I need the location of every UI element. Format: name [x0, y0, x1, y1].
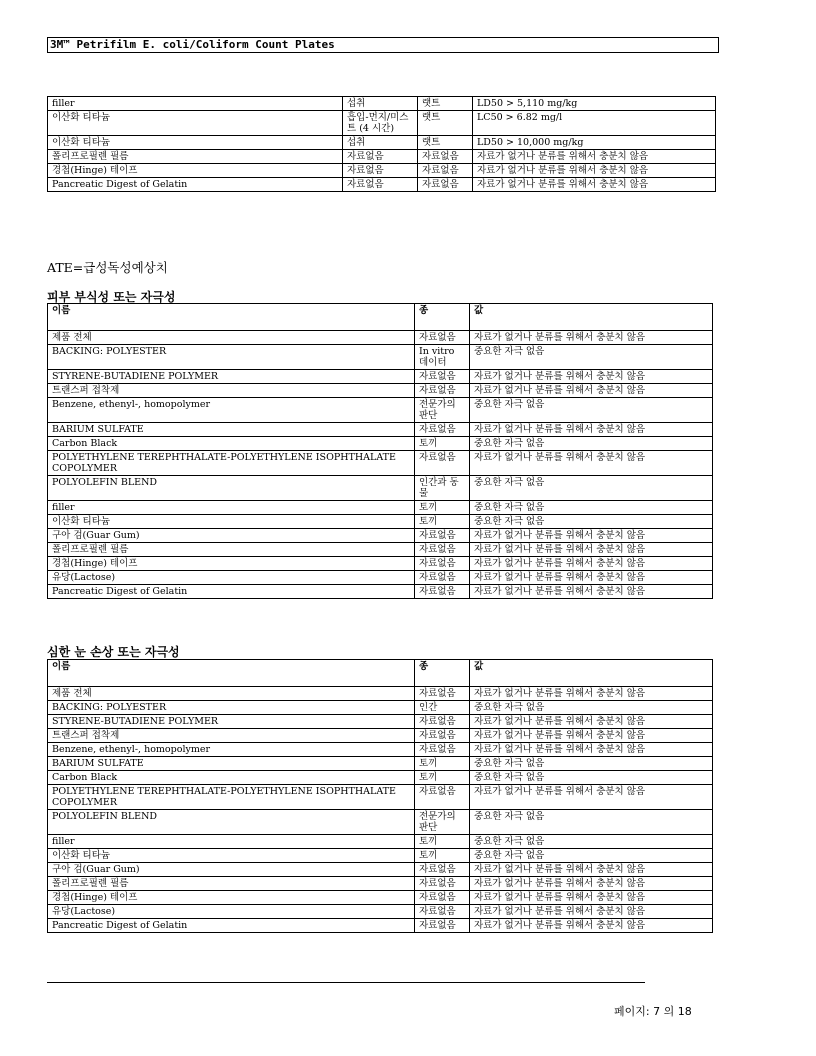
cell-name: 트랜스퍼 접착제: [48, 384, 415, 398]
table-row: [48, 97, 716, 111]
cell-value: 자료가 없거나 분류를 위해서 충분치 않음: [470, 891, 713, 905]
cell-species: 토끼: [415, 437, 470, 451]
table-row: [48, 891, 713, 905]
cell-value: LD50 > 5,110 mg/kg: [473, 97, 716, 111]
eye-section-title: 심한 눈 손상 또는 자극성: [47, 645, 180, 659]
column-header-name: 이름: [48, 304, 415, 331]
cell-species: 자료없음: [418, 150, 473, 164]
cell-value: 중요한 자극 없음: [470, 437, 713, 451]
cell-value: 중요한 자극 없음: [470, 398, 713, 423]
cell-species: 자료없음: [415, 863, 470, 877]
document-header: 3M™ Petrifilm E. coli/Coliform Count Plates: [47, 37, 719, 53]
table-row: [48, 810, 713, 835]
cell-species: 토끼: [415, 515, 470, 529]
cell-value: 자료가 없거나 분류를 위해서 충분치 않음: [470, 543, 713, 557]
cell-name: filler: [48, 97, 343, 111]
column-header-value: 값: [470, 660, 713, 687]
table-row: [48, 331, 713, 345]
cell-species: 토끼: [415, 501, 470, 515]
cell-species: 토끼: [415, 757, 470, 771]
cell-value: 중요한 자극 없음: [470, 771, 713, 785]
table-row: [48, 743, 713, 757]
table-row: [48, 757, 713, 771]
cell-name: Benzene, ethenyl-, homopolymer: [48, 398, 415, 423]
cell-species: 자료없음: [415, 451, 470, 476]
cell-value: 자료가 없거나 분류를 위해서 충분치 않음: [470, 877, 713, 891]
cell-species: 자료없음: [415, 585, 470, 599]
table-row: [48, 919, 713, 933]
cell-species: 랫트: [418, 136, 473, 150]
cell-species: 자료없음: [415, 743, 470, 757]
cell-species: 토끼: [415, 835, 470, 849]
cell-route: 자료없음: [343, 178, 418, 192]
table-row: [48, 437, 713, 451]
acute-toxicity-table: [47, 96, 716, 192]
cell-value: 자료가 없거나 분류를 위해서 충분치 않음: [473, 164, 716, 178]
cell-name: 제품 전체: [48, 331, 415, 345]
table-row: [48, 687, 713, 701]
cell-name: 경첩(Hinge) 테이프: [48, 164, 343, 178]
cell-route: 흡입-먼지/미스트 (4 시간): [343, 111, 418, 136]
cell-species: 토끼: [415, 849, 470, 863]
cell-name: 경첩(Hinge) 테이프: [48, 557, 415, 571]
table-row: [48, 423, 713, 437]
table-row: [48, 729, 713, 743]
table-row: [48, 585, 713, 599]
cell-value: 자료가 없거나 분류를 위해서 충분치 않음: [470, 863, 713, 877]
table-row: [48, 785, 713, 810]
cell-name: Carbon Black: [48, 437, 415, 451]
cell-value: 자료가 없거나 분류를 위해서 충분치 않음: [473, 178, 716, 192]
cell-value: LC50 > 6.82 mg/l: [473, 111, 716, 136]
cell-route: 섭취: [343, 136, 418, 150]
cell-value: 중요한 자극 없음: [470, 345, 713, 370]
table-row: [48, 849, 713, 863]
table-row: [48, 476, 713, 501]
cell-value: 자료가 없거나 분류를 위해서 충분치 않음: [470, 785, 713, 810]
cell-value: 자료가 없거나 분류를 위해서 충분치 않음: [470, 571, 713, 585]
cell-value: 자료가 없거나 분류를 위해서 충분치 않음: [470, 451, 713, 476]
skin-irritation-table: [47, 303, 713, 599]
table-row: [48, 571, 713, 585]
cell-name: POLYOLEFIN BLEND: [48, 476, 415, 501]
cell-species: 자료없음: [415, 919, 470, 933]
page-number: 페이지: 7 의 18: [614, 1005, 692, 1018]
table-row: [48, 150, 716, 164]
cell-name: BARIUM SULFATE: [48, 423, 415, 437]
table-row: [48, 136, 716, 150]
table-row: [48, 863, 713, 877]
column-header-species: 종: [415, 304, 470, 331]
cell-species: 자료없음: [415, 785, 470, 810]
cell-name: POLYETHYLENE TEREPHTHALATE-POLYETHYLENE ISOPHTHALATE COPOLYMER: [48, 451, 415, 476]
cell-name: Carbon Black: [48, 771, 415, 785]
cell-name: 폴리프로필렌 필름: [48, 543, 415, 557]
table-row: [48, 345, 713, 370]
table-row: [48, 111, 716, 136]
cell-name: 제품 전체: [48, 687, 415, 701]
cell-name: 이산화 티타늄: [48, 849, 415, 863]
cell-value: 중요한 자극 없음: [470, 701, 713, 715]
cell-value: 중요한 자극 없음: [470, 810, 713, 835]
cell-value: 중요한 자극 없음: [470, 757, 713, 771]
cell-value: 자료가 없거나 분류를 위해서 충분치 않음: [470, 715, 713, 729]
cell-value: 자료가 없거나 분류를 위해서 충분치 않음: [470, 529, 713, 543]
cell-name: 유당(Lactose): [48, 571, 415, 585]
cell-species: 자료없음: [418, 164, 473, 178]
table-row: [48, 384, 713, 398]
table-row: [48, 905, 713, 919]
cell-value: 자료가 없거나 분류를 위해서 충분치 않음: [470, 370, 713, 384]
cell-species: 랫트: [418, 111, 473, 136]
cell-value: 자료가 없거나 분류를 위해서 충분치 않음: [470, 331, 713, 345]
cell-species: 자료없음: [415, 571, 470, 585]
cell-name: 경첩(Hinge) 테이프: [48, 891, 415, 905]
cell-name: POLYOLEFIN BLEND: [48, 810, 415, 835]
cell-route: 자료없음: [343, 150, 418, 164]
cell-value: 자료가 없거나 분류를 위해서 충분치 않음: [470, 585, 713, 599]
cell-value: 자료가 없거나 분류를 위해서 충분치 않음: [473, 150, 716, 164]
table-row: [48, 557, 713, 571]
table-row: [48, 715, 713, 729]
cell-name: 폴리프로필렌 필름: [48, 150, 343, 164]
eye-damage-table: [47, 659, 713, 933]
ate-note: ATE=급성독성예상치: [47, 260, 168, 275]
table-row: [48, 701, 713, 715]
table-row: [48, 835, 713, 849]
cell-name: BARIUM SULFATE: [48, 757, 415, 771]
cell-route: 자료없음: [343, 164, 418, 178]
cell-name: filler: [48, 835, 415, 849]
table-row: [48, 451, 713, 476]
cell-species: 자료없음: [415, 529, 470, 543]
cell-value: 자료가 없거나 분류를 위해서 충분치 않음: [470, 423, 713, 437]
cell-value: 중요한 자극 없음: [470, 476, 713, 501]
cell-name: 구아 검(Guar Gum): [48, 529, 415, 543]
cell-species: 전문가의 판단: [415, 810, 470, 835]
cell-species: 자료없음: [418, 178, 473, 192]
cell-species: 자료없음: [415, 384, 470, 398]
cell-value: 자료가 없거나 분류를 위해서 충분치 않음: [470, 687, 713, 701]
cell-name: STYRENE-BUTADIENE POLYMER: [48, 715, 415, 729]
cell-route: 섭취: [343, 97, 418, 111]
cell-species: 토끼: [415, 771, 470, 785]
cell-value: 자료가 없거나 분류를 위해서 충분치 않음: [470, 743, 713, 757]
cell-value: 중요한 자극 없음: [470, 515, 713, 529]
cell-value: 자료가 없거나 분류를 위해서 충분치 않음: [470, 919, 713, 933]
table-row: [48, 501, 713, 515]
cell-name: 트랜스퍼 접착제: [48, 729, 415, 743]
cell-name: 폴리프로필렌 필름: [48, 877, 415, 891]
table-row: [48, 164, 716, 178]
cell-name: Benzene, ethenyl-, homopolymer: [48, 743, 415, 757]
cell-species: 랫트: [418, 97, 473, 111]
cell-name: BACKING: POLYESTER: [48, 345, 415, 370]
table-row: [48, 398, 713, 423]
cell-species: 인간과 동물: [415, 476, 470, 501]
table-row: [48, 515, 713, 529]
cell-value: 자료가 없거나 분류를 위해서 충분치 않음: [470, 384, 713, 398]
cell-name: 구아 검(Guar Gum): [48, 863, 415, 877]
footer-divider: [47, 982, 645, 983]
cell-value: 자료가 없거나 분류를 위해서 충분치 않음: [470, 729, 713, 743]
cell-name: STYRENE-BUTADIENE POLYMER: [48, 370, 415, 384]
cell-species: In vitro 데이터: [415, 345, 470, 370]
cell-name: Pancreatic Digest of Gelatin: [48, 585, 415, 599]
cell-value: 자료가 없거나 분류를 위해서 충분치 않음: [470, 557, 713, 571]
cell-species: 자료없음: [415, 715, 470, 729]
cell-species: 자료없음: [415, 370, 470, 384]
cell-species: 자료없음: [415, 729, 470, 743]
cell-species: 자료없음: [415, 423, 470, 437]
column-header-name: 이름: [48, 660, 415, 687]
cell-name: Pancreatic Digest of Gelatin: [48, 178, 343, 192]
cell-value: 중요한 자극 없음: [470, 835, 713, 849]
skin-section-title: 피부 부식성 또는 자극성: [47, 290, 176, 304]
cell-value: 자료가 없거나 분류를 위해서 충분치 않음: [470, 905, 713, 919]
cell-name: filler: [48, 501, 415, 515]
cell-value: 중요한 자극 없음: [470, 501, 713, 515]
column-header-value: 값: [470, 304, 713, 331]
cell-species: 전문가의 판단: [415, 398, 470, 423]
table-row: [48, 771, 713, 785]
cell-species: 자료없음: [415, 543, 470, 557]
cell-value: LD50 > 10,000 mg/kg: [473, 136, 716, 150]
cell-species: 자료없음: [415, 557, 470, 571]
cell-species: 자료없음: [415, 687, 470, 701]
table-row: [48, 178, 716, 192]
table-row: [48, 529, 713, 543]
table-row: [48, 543, 713, 557]
cell-name: BACKING: POLYESTER: [48, 701, 415, 715]
table-row: [48, 370, 713, 384]
column-header-species: 종: [415, 660, 470, 687]
table-row: [48, 877, 713, 891]
cell-name: 이산화 티타늄: [48, 515, 415, 529]
cell-name: 이산화 티타늄: [48, 136, 343, 150]
cell-name: 이산화 티타늄: [48, 111, 343, 136]
cell-species: 자료없음: [415, 331, 470, 345]
cell-name: 유당(Lactose): [48, 905, 415, 919]
cell-name: Pancreatic Digest of Gelatin: [48, 919, 415, 933]
cell-species: 인간: [415, 701, 470, 715]
cell-value: 중요한 자극 없음: [470, 849, 713, 863]
cell-species: 자료없음: [415, 891, 470, 905]
cell-species: 자료없음: [415, 905, 470, 919]
cell-species: 자료없음: [415, 877, 470, 891]
cell-name: POLYETHYLENE TEREPHTHALATE-POLYETHYLENE ISOPHTHALATE COPOLYMER: [48, 785, 415, 810]
